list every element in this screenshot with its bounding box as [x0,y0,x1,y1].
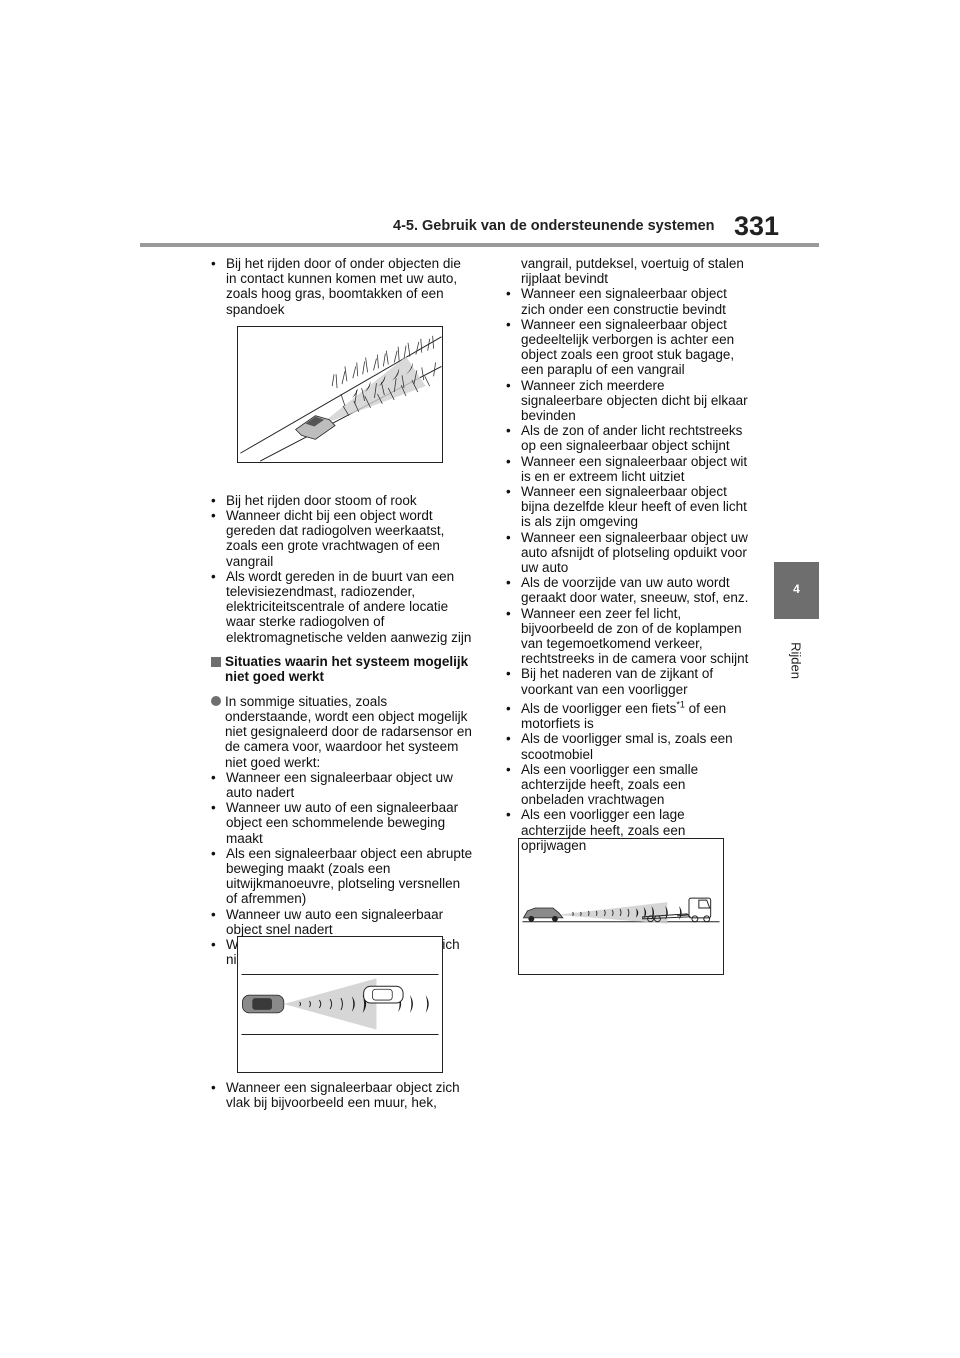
chapter-label: Rijden [788,642,804,679]
list-item-text: Als de voorligger een fiets [521,700,677,716]
list-item: • Wanneer een signaleerbaar object uw auto afsnijdt of plotseling opduikt voor uw auto [505,530,750,576]
list-item: • Wanneer een signaleerbaar object zich onder een constructie bevindt [505,286,750,316]
list-item: • Als de zon of ander licht rechtstreeks op een signaleerbaar object schijnt [505,423,750,453]
bullet-list-top [210,256,475,317]
illustration-tall-grass [237,326,443,463]
section-title: 4-5. Gebruik van de ondersteunende systemen [393,218,715,234]
square-bullet-icon [211,657,221,667]
list-item: • Als wordt gereden in de buurt van een televisiezendmast, radiozender, elektriciteitscentrale of andere locatie waar sterke radiogolven of elektromagnetische velden aanwezig zijn [210,569,475,645]
list-item: • Wanneer zich meerdere signaleerbare objecten dicht bij elkaar bevinden [505,378,750,424]
bullet-list-right [505,286,750,853]
list-item-text: of een motorfiets is [521,700,727,732]
section-heading [210,654,475,685]
bullet-list-bottom [210,1080,475,1110]
chapter-tab: 4 [774,562,819,619]
page-number: 331 [734,211,780,241]
list-item: • Wanneer uw auto of een signaleerbaar object een schommelende beweging maakt [210,800,475,846]
illustration-low-trailer [518,838,724,975]
header-rule [140,243,819,247]
list-item: • Bij het rijden door stoom of rook [210,493,475,508]
list-item: • Wanneer een signaleerbaar object zich niet direct voor uw auto bevindt [210,937,475,967]
list-item: • Bij het rijden door of onder objecten die in contact kunnen komen met uw auto, zoals hoog gras, boomtakken of een spandoek [210,256,475,317]
list-item: • Wanneer uw auto een signaleerbaar object snel nadert [210,907,475,937]
list-item: • Als een voorligger een lage achterzijde heeft, zoals een oprijwagen [505,807,750,853]
list-item [505,701,750,731]
section-heading-text: Situaties waarin het systeem mogelijk niet goed werkt [225,653,469,685]
right-column [505,256,750,853]
list-item: • Wanneer een signaleerbaar object gedeeltelijk verborgen is achter een object zoals een groot stuk bagage, een paraplu of een vangrail [505,317,750,378]
list-item: • Als de voorzijde van uw auto wordt geraakt door water, sneeuw, stof, enz. [505,575,750,605]
list-item: • Bij het naderen van de zijkant of voorkant van een voorligger [505,666,750,696]
list-item: • Wanneer een signaleerbaar object zich vlak bij bijvoorbeeld een muur, hek, [210,1080,475,1110]
circle-bullet-icon [211,696,221,706]
list-item: • Wanneer een signaleerbaar object uw auto nadert [210,770,475,800]
continuation-text: vangrail, putdeksel, voertuig of stalen rijplaat bevindt [521,256,744,287]
illustration-offset-vehicle [237,936,443,1073]
footnote-marker: *1 [676,699,685,710]
list-item: • Wanneer een signaleerbaar object wit is en er extreem licht uitziet [505,454,750,484]
list-item: • Als een voorligger een smalle achterzijde heeft, zoals een onbeladen vrachtwagen [505,762,750,808]
intro-text: In sommige situaties, zoals onderstaande, wordt een object mogelijk niet gesignaleerd door de radarsensor en de camera voor, waardoor het systeem niet goed werkt: [225,693,472,770]
list-item: • Wanneer een zeer fel licht, bijvoorbeeld de zon of de koplampen van tegemoetkomend verkeer, rechtstreeks in de camera voor schijnt [505,606,750,667]
list-item: • Als een signaleerbaar object een abrupte beweging maakt (zoals een uitwijkmanoeuvre, plotseling versnellen of afremmen) [210,846,475,907]
list-item: • Wanneer een signaleerbaar object bijna dezelfde kleur heeft of even licht is als zijn omgeving [505,484,750,530]
intro-paragraph [210,694,475,770]
list-item: • Wanneer dicht bij een object wordt gereden dat radiogolven weerkaatst, zoals een grote vrachtwagen of een vangrail [210,508,475,569]
list-item: • Als de voorligger smal is, zoals een scootmobiel [505,731,750,761]
bullet-list-mid [210,493,475,645]
